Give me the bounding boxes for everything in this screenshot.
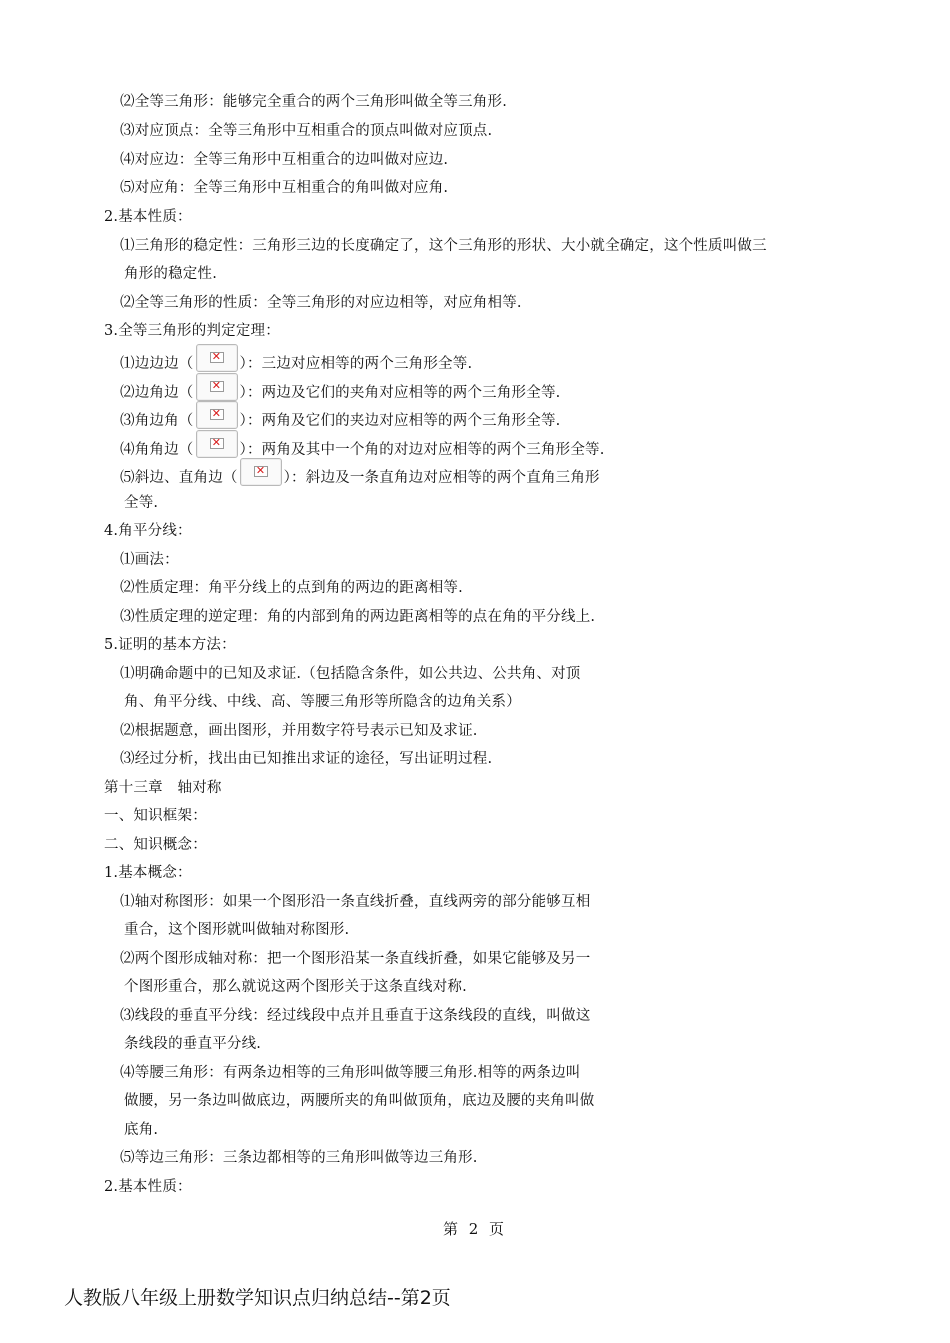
theorem-sas-text: ）：两边及它们的夹角对应相等的两个三角形全等. bbox=[239, 385, 561, 401]
page-number: 第 2 页 bbox=[442, 1220, 508, 1238]
broken-image-icon: ✕ bbox=[196, 373, 238, 401]
text-line: 角形的稳定性. bbox=[124, 266, 218, 282]
text-line: ⑴轴对称图形：如果一个图形沿一条直线折叠，直线两旁的部分能够互相 bbox=[120, 894, 591, 910]
text-line: ⑶经过分析，找出由已知推出求证的途径，写出证明过程. bbox=[120, 751, 493, 767]
theorem-sas-label: ⑵边角边（ bbox=[120, 385, 194, 401]
theorem-hl bbox=[120, 464, 600, 492]
broken-image-icon: ✕ bbox=[196, 430, 238, 458]
theorem-sas bbox=[120, 379, 560, 407]
text-line: ⑴明确命题中的已知及求证.（包括隐含条件，如公共边、公共角、对顶 bbox=[120, 666, 581, 682]
text-line: ⑷对应边：全等三角形中互相重合的边叫做对应边. bbox=[120, 152, 449, 168]
text-line: 角、角平分线、中线、高、等腰三角形等所隐含的边角关系） bbox=[124, 694, 521, 710]
theorem-asa-label: ⑶角边角（ bbox=[120, 413, 194, 429]
text-line: 条线段的垂直平分线. bbox=[124, 1036, 262, 1052]
chapter-title: 第十三章 轴对称 bbox=[104, 780, 222, 796]
theorem-sss-text: ）：三边对应相等的两个三角形全等. bbox=[239, 356, 473, 372]
text-line: ⑵根据题意，画出图形，并用数字符号表示已知及求证. bbox=[120, 723, 478, 739]
text-line: 底角. bbox=[124, 1122, 159, 1138]
section-heading: 二、知识概念： bbox=[104, 837, 207, 853]
theorem-sss bbox=[120, 350, 472, 378]
theorem-aas-text: ）：两角及其中一个角的对边对应相等的两个三角形全等. bbox=[239, 442, 605, 458]
text-line: 全等. bbox=[124, 495, 159, 511]
theorem-aas bbox=[120, 436, 605, 464]
section-heading: 1.基本概念： bbox=[104, 865, 192, 881]
theorem-hl-text: ）：斜边及一条直角边对应相等的两个直角三角形 bbox=[283, 470, 600, 486]
text-line: ⑶性质定理的逆定理：角的内部到角的两边距离相等的点在角的平分线上. bbox=[120, 609, 596, 625]
theorem-hl-label: ⑸斜边、直角边（ bbox=[120, 470, 238, 486]
broken-image-icon: ✕ bbox=[240, 458, 282, 486]
theorem-sss-label: ⑴边边边（ bbox=[120, 356, 194, 372]
text-line: ⑷等腰三角形：有两条边相等的三角形叫做等腰三角形.相等的两条边叫 bbox=[120, 1065, 581, 1081]
footer-title: 人教版八年级上册数学知识点归纳总结--第2页 bbox=[64, 1287, 451, 1309]
text-line: ⑵全等三角形：能够完全重合的两个三角形叫做全等三角形. bbox=[120, 94, 508, 110]
text-line: ⑴三角形的稳定性：三角形三边的长度确定了，这个三角形的形状、大小就全确定，这个性质叫做三 bbox=[120, 238, 767, 254]
section-heading: 2.基本性质： bbox=[104, 1179, 192, 1195]
text-line: ⑸对应角：全等三角形中互相重合的角叫做对应角. bbox=[120, 180, 449, 196]
theorem-aas-label: ⑷角角边（ bbox=[120, 442, 194, 458]
theorem-asa bbox=[120, 407, 560, 435]
theorem-asa-text: ）：两角及它们的夹边对应相等的两个三角形全等. bbox=[239, 413, 561, 429]
text-line: 做腰，另一条边叫做底边，两腰所夹的角叫做顶角，底边及腰的夹角叫做 bbox=[124, 1093, 595, 1109]
section-heading: 3.全等三角形的判定定理： bbox=[104, 323, 280, 339]
text-line: ⑵两个图形成轴对称：把一个图形沿某一条直线折叠，如果它能够及另一 bbox=[120, 951, 591, 967]
section-heading: 一、知识框架： bbox=[104, 808, 207, 824]
text-line: ⑸等边三角形：三条边都相等的三角形叫做等边三角形. bbox=[120, 1150, 478, 1166]
broken-image-icon: ✕ bbox=[196, 401, 238, 429]
text-line: ⑴画法： bbox=[120, 552, 179, 568]
section-heading: 5.证明的基本方法： bbox=[104, 637, 236, 653]
text-line: ⑵全等三角形的性质：全等三角形的对应边相等，对应角相等. bbox=[120, 295, 522, 311]
section-heading: 4.角平分线： bbox=[104, 523, 192, 539]
text-line: ⑶线段的垂直平分线：经过线段中点并且垂直于这条线段的直线，叫做这 bbox=[120, 1008, 591, 1024]
text-line: ⑶对应顶点：全等三角形中互相重合的顶点叫做对应顶点. bbox=[120, 123, 493, 139]
text-line: 重合，这个图形就叫做轴对称图形. bbox=[124, 922, 350, 938]
text-line: 个图形重合，那么就说这两个图形关于这条直线对称. bbox=[124, 979, 467, 995]
broken-image-icon: ✕ bbox=[196, 344, 238, 372]
text-line: ⑵性质定理：角平分线上的点到角的两边的距离相等. bbox=[120, 580, 463, 596]
section-heading: 2.基本性质： bbox=[104, 209, 192, 225]
